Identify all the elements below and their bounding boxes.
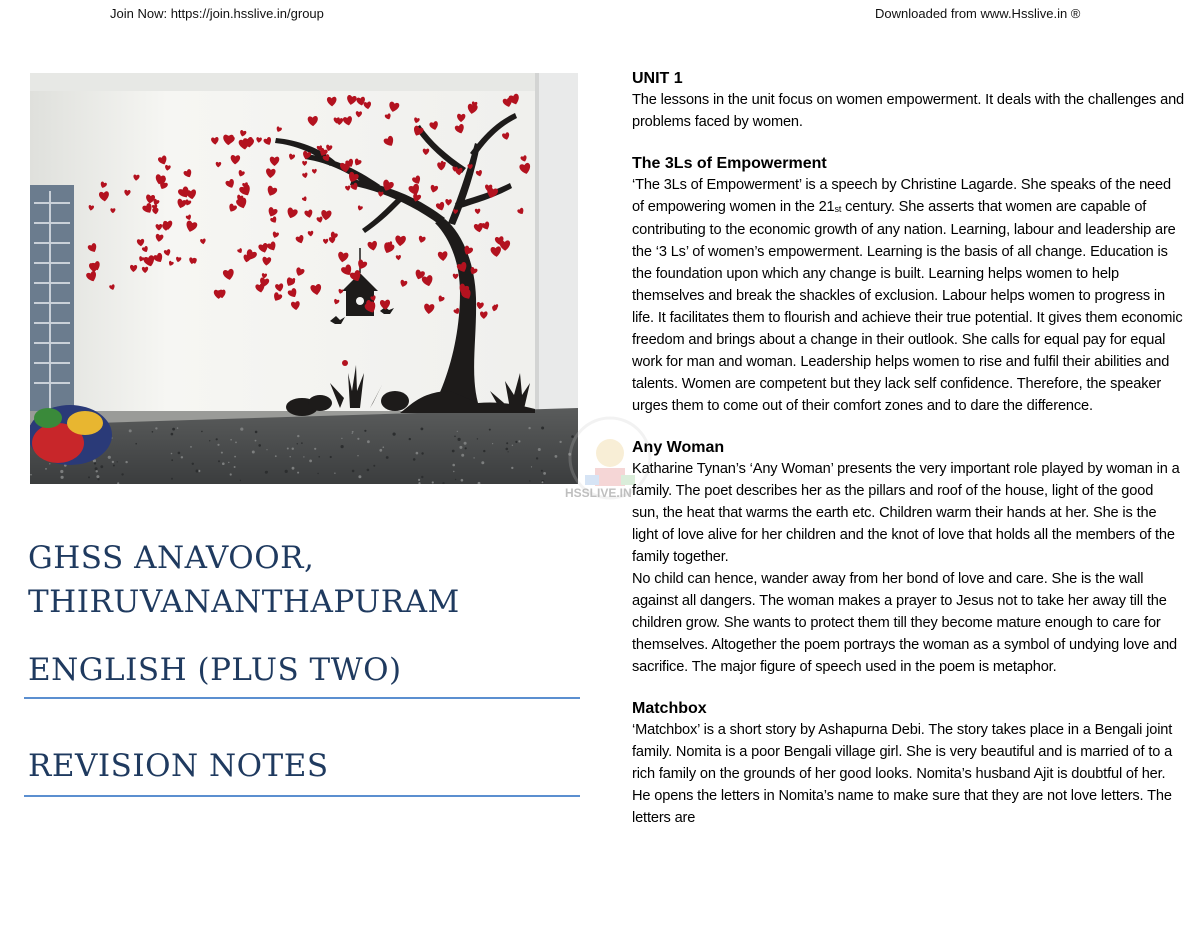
section-text: No child can hence, wander away from her bond of love and care. She is the wall against all dangers. The woman makes a prayer to Jesus not to take her away till the children grow. She wants to protect them till they become mature enough to care for themselves. Altogether the poem portrays the woman as a symbol of undying love and sacrifice. The major figure of speech used in the poem is metaphor. [632, 571, 1178, 675]
section-text: Katharine Tynan’s ‘Any Woman’ presents the very important role played by woman in a family. The poet describes her as the pillars and roof of the house, light of the good sun, the heat that warms the earth etc. Children warm their hands at her. She is the light of love alive for her children and the knot of love that holds all the members of the family together. [632, 461, 1180, 565]
title-rule [24, 697, 580, 699]
floor-speck [421, 476, 423, 478]
floor-speck [531, 466, 532, 467]
floor-speck [418, 479, 420, 481]
floor-speck [330, 456, 332, 458]
floor-speck [541, 427, 544, 430]
unit-intro: The lessons in the unit focus on women empowerment. It deals with the challenges and problems faced by women. [632, 92, 1185, 130]
floor-speck [477, 438, 478, 439]
floor-speck [228, 462, 229, 463]
floor-speck [541, 470, 543, 472]
floor-speck [216, 438, 218, 440]
floor-speck [341, 438, 342, 439]
floor-speck [108, 456, 111, 459]
floor-speck [30, 474, 32, 476]
floor-speck [97, 478, 99, 480]
floor-speck [178, 452, 181, 455]
floor-speck [455, 479, 456, 480]
floor-speck [96, 470, 98, 472]
floor-speck [464, 442, 467, 445]
floor-speck [240, 480, 241, 481]
floor-speck [421, 428, 424, 431]
floor-speck [538, 448, 541, 451]
unit-title: UNIT 1 [632, 70, 683, 87]
floor-speck [383, 446, 385, 448]
floor-speck [341, 445, 344, 448]
watermark-text: HSSLIVE.IN [565, 486, 632, 500]
floor-speck [492, 443, 493, 444]
floor-speck [461, 479, 464, 482]
floor-speck [352, 470, 355, 473]
floor-speck [235, 442, 237, 444]
floor-speck [196, 470, 199, 473]
floor-speck [266, 449, 267, 450]
floor-speck [301, 442, 303, 444]
floor-speck [297, 435, 299, 437]
floor-speck [367, 469, 370, 472]
floor-speck [171, 453, 173, 455]
floor-speck [255, 431, 258, 434]
floor-speck [113, 465, 115, 467]
floor-speck [45, 468, 47, 470]
floor-speck [201, 431, 203, 433]
section-title: Matchbox [632, 700, 707, 717]
floor-speck [100, 465, 103, 468]
floor-speck [317, 473, 318, 474]
floor-speck [457, 431, 458, 432]
floor-speck [318, 456, 320, 458]
floor-speck [129, 429, 132, 432]
floor-speck [234, 456, 236, 458]
floor-speck [543, 472, 546, 475]
header-download-source: Downloaded from www.Hsslive.in ® [875, 6, 1081, 21]
floor-speck [125, 461, 127, 463]
floor-speck [461, 454, 464, 457]
floor-speck [542, 481, 544, 483]
floor-speck [217, 444, 219, 446]
floor-speck [230, 473, 232, 475]
floor-speck [177, 427, 179, 429]
floor-speck [314, 448, 316, 450]
floor-speck [292, 448, 294, 450]
floor-speck [352, 431, 354, 433]
section-title: Any Woman [632, 439, 725, 456]
cover-photo [30, 73, 578, 484]
notes-column [632, 69, 1184, 829]
floor-speck [506, 442, 508, 444]
floor-speck [94, 462, 96, 464]
floor-speck [364, 430, 366, 432]
floor-speck [152, 431, 154, 433]
floor-speck [240, 428, 243, 431]
floor-speck [416, 452, 419, 455]
subject-title: ENGLISH (PLUS TWO) [28, 652, 402, 688]
floor-speck [481, 461, 484, 464]
floor-speck [373, 465, 375, 467]
tree-wall-painting [30, 73, 578, 484]
floor-speck [266, 471, 268, 473]
floor-speck [88, 476, 90, 478]
door [30, 185, 74, 415]
floor-speck [454, 436, 456, 438]
floor-speck [121, 473, 123, 475]
floor-speck [303, 456, 304, 457]
floor-speck [181, 456, 183, 458]
floor-speck [409, 438, 411, 440]
floor-speck [465, 447, 467, 449]
document-title: REVISION NOTES [28, 748, 329, 784]
floor-speck [334, 473, 335, 474]
floor-speck [352, 433, 353, 434]
school-name [28, 536, 588, 624]
floor-speck [192, 463, 194, 465]
floor-speck [112, 461, 114, 463]
floor-speck [171, 433, 174, 436]
floor-speck [155, 427, 157, 429]
floor-speck [432, 481, 434, 483]
floor-speck [190, 446, 192, 448]
floor-speck [379, 449, 382, 452]
floor-speck [117, 461, 118, 462]
floor-speck [234, 466, 236, 468]
floor-speck [61, 476, 64, 479]
school-line-1: GHSS ANAVOOR, [28, 540, 315, 576]
floor-speck [230, 439, 232, 441]
floor-speck [171, 478, 173, 480]
floor-speck [209, 440, 210, 441]
floor-speck [506, 448, 509, 451]
floor-speck [413, 458, 416, 461]
section-text: ‘Matchbox’ is a short story by Ashapurna Debi. The story takes place in a Bengali joint family. Nomita is a poor Bengali village girl. She is very beautiful and is married of to a rich family on the grounds of her good looks. Nomita’s husband Ajit is doubtful of her. He opens the letters in Nomita’s name to make sure that they are not love letters. The letters are [632, 722, 1173, 826]
title-rule [24, 795, 580, 797]
flower [342, 360, 348, 366]
floor-speck [96, 475, 99, 478]
floor-speck [393, 433, 396, 436]
floor-speck [60, 470, 63, 473]
floor-speck [309, 460, 312, 463]
ceiling [30, 73, 578, 91]
floor-speck [172, 428, 175, 431]
floor-speck [508, 451, 509, 452]
floor-speck [357, 438, 359, 440]
floor-speck [285, 470, 288, 473]
floor-speck [483, 450, 485, 452]
floor-speck [536, 457, 538, 459]
floor-speck [453, 471, 454, 472]
floor-speck [255, 440, 257, 442]
floor-speck [459, 446, 462, 449]
section-title: The 3Ls of Empowerment [632, 155, 827, 172]
floor-speck [297, 443, 298, 444]
floor-speck [452, 464, 455, 467]
floor-speck [529, 480, 531, 482]
floor-speck [252, 451, 255, 454]
section-text: ‘The 3Ls of Empowerment’ is a speech by Christine Lagarde. She speaks of the need of empowering women in the 21st century. She asserts that women are capable of contributing to the economic growth of any nation. Learning, labour and leadership are the ‘3 Ls’ of women’s empowerment. Learning is the basis of all change. Education is the foundation upon which any change is built. Learning helps women to help themselves and break the shackles of exclusion. Labour helps women to progress in life. It facilitates them to flourish and achieve their true potential. It gives them economic freedom and brings about a change in their outlook. She calls for equal pay for equal work for man and woman. Leadership helps women to rise and fulfil their abilities and talents. Women are competent but they lack self confidence. Therefore, the speaker urges them to come out of their comfort zones and to dare the difference. [632, 177, 1183, 414]
floor-speck [221, 452, 223, 454]
floor-speck [222, 462, 225, 465]
floor-speck [518, 440, 520, 442]
floor-speck [367, 440, 370, 443]
pillar [535, 73, 578, 433]
header-join-link[interactable]: Join Now: https://join.hsslive.in/group [110, 6, 324, 21]
floor-speck [358, 475, 361, 478]
floor-speck [49, 463, 50, 464]
school-line-2: THIRUVANANTHAPURAM [28, 584, 460, 620]
floor-speck [357, 455, 358, 456]
floor-speck [95, 467, 98, 470]
floor-speck [287, 448, 289, 450]
floor-speck [473, 457, 474, 458]
floor-speck [511, 467, 513, 469]
floor-speck [258, 444, 261, 447]
floor-speck [421, 452, 423, 454]
floor-speck [458, 438, 461, 441]
bag [30, 405, 112, 465]
floor-speck [218, 460, 220, 462]
floor-speck [452, 450, 455, 453]
floor-speck [275, 455, 277, 457]
floor-speck [489, 429, 491, 431]
floor-speck [171, 459, 173, 461]
floor-speck [512, 445, 513, 446]
floor-speck [528, 427, 530, 429]
floor-speck [135, 443, 137, 445]
floor-speck [292, 467, 295, 470]
floor-speck [515, 441, 517, 443]
floor-speck [386, 456, 389, 459]
floor-speck [290, 456, 291, 457]
floor-speck [297, 472, 299, 474]
